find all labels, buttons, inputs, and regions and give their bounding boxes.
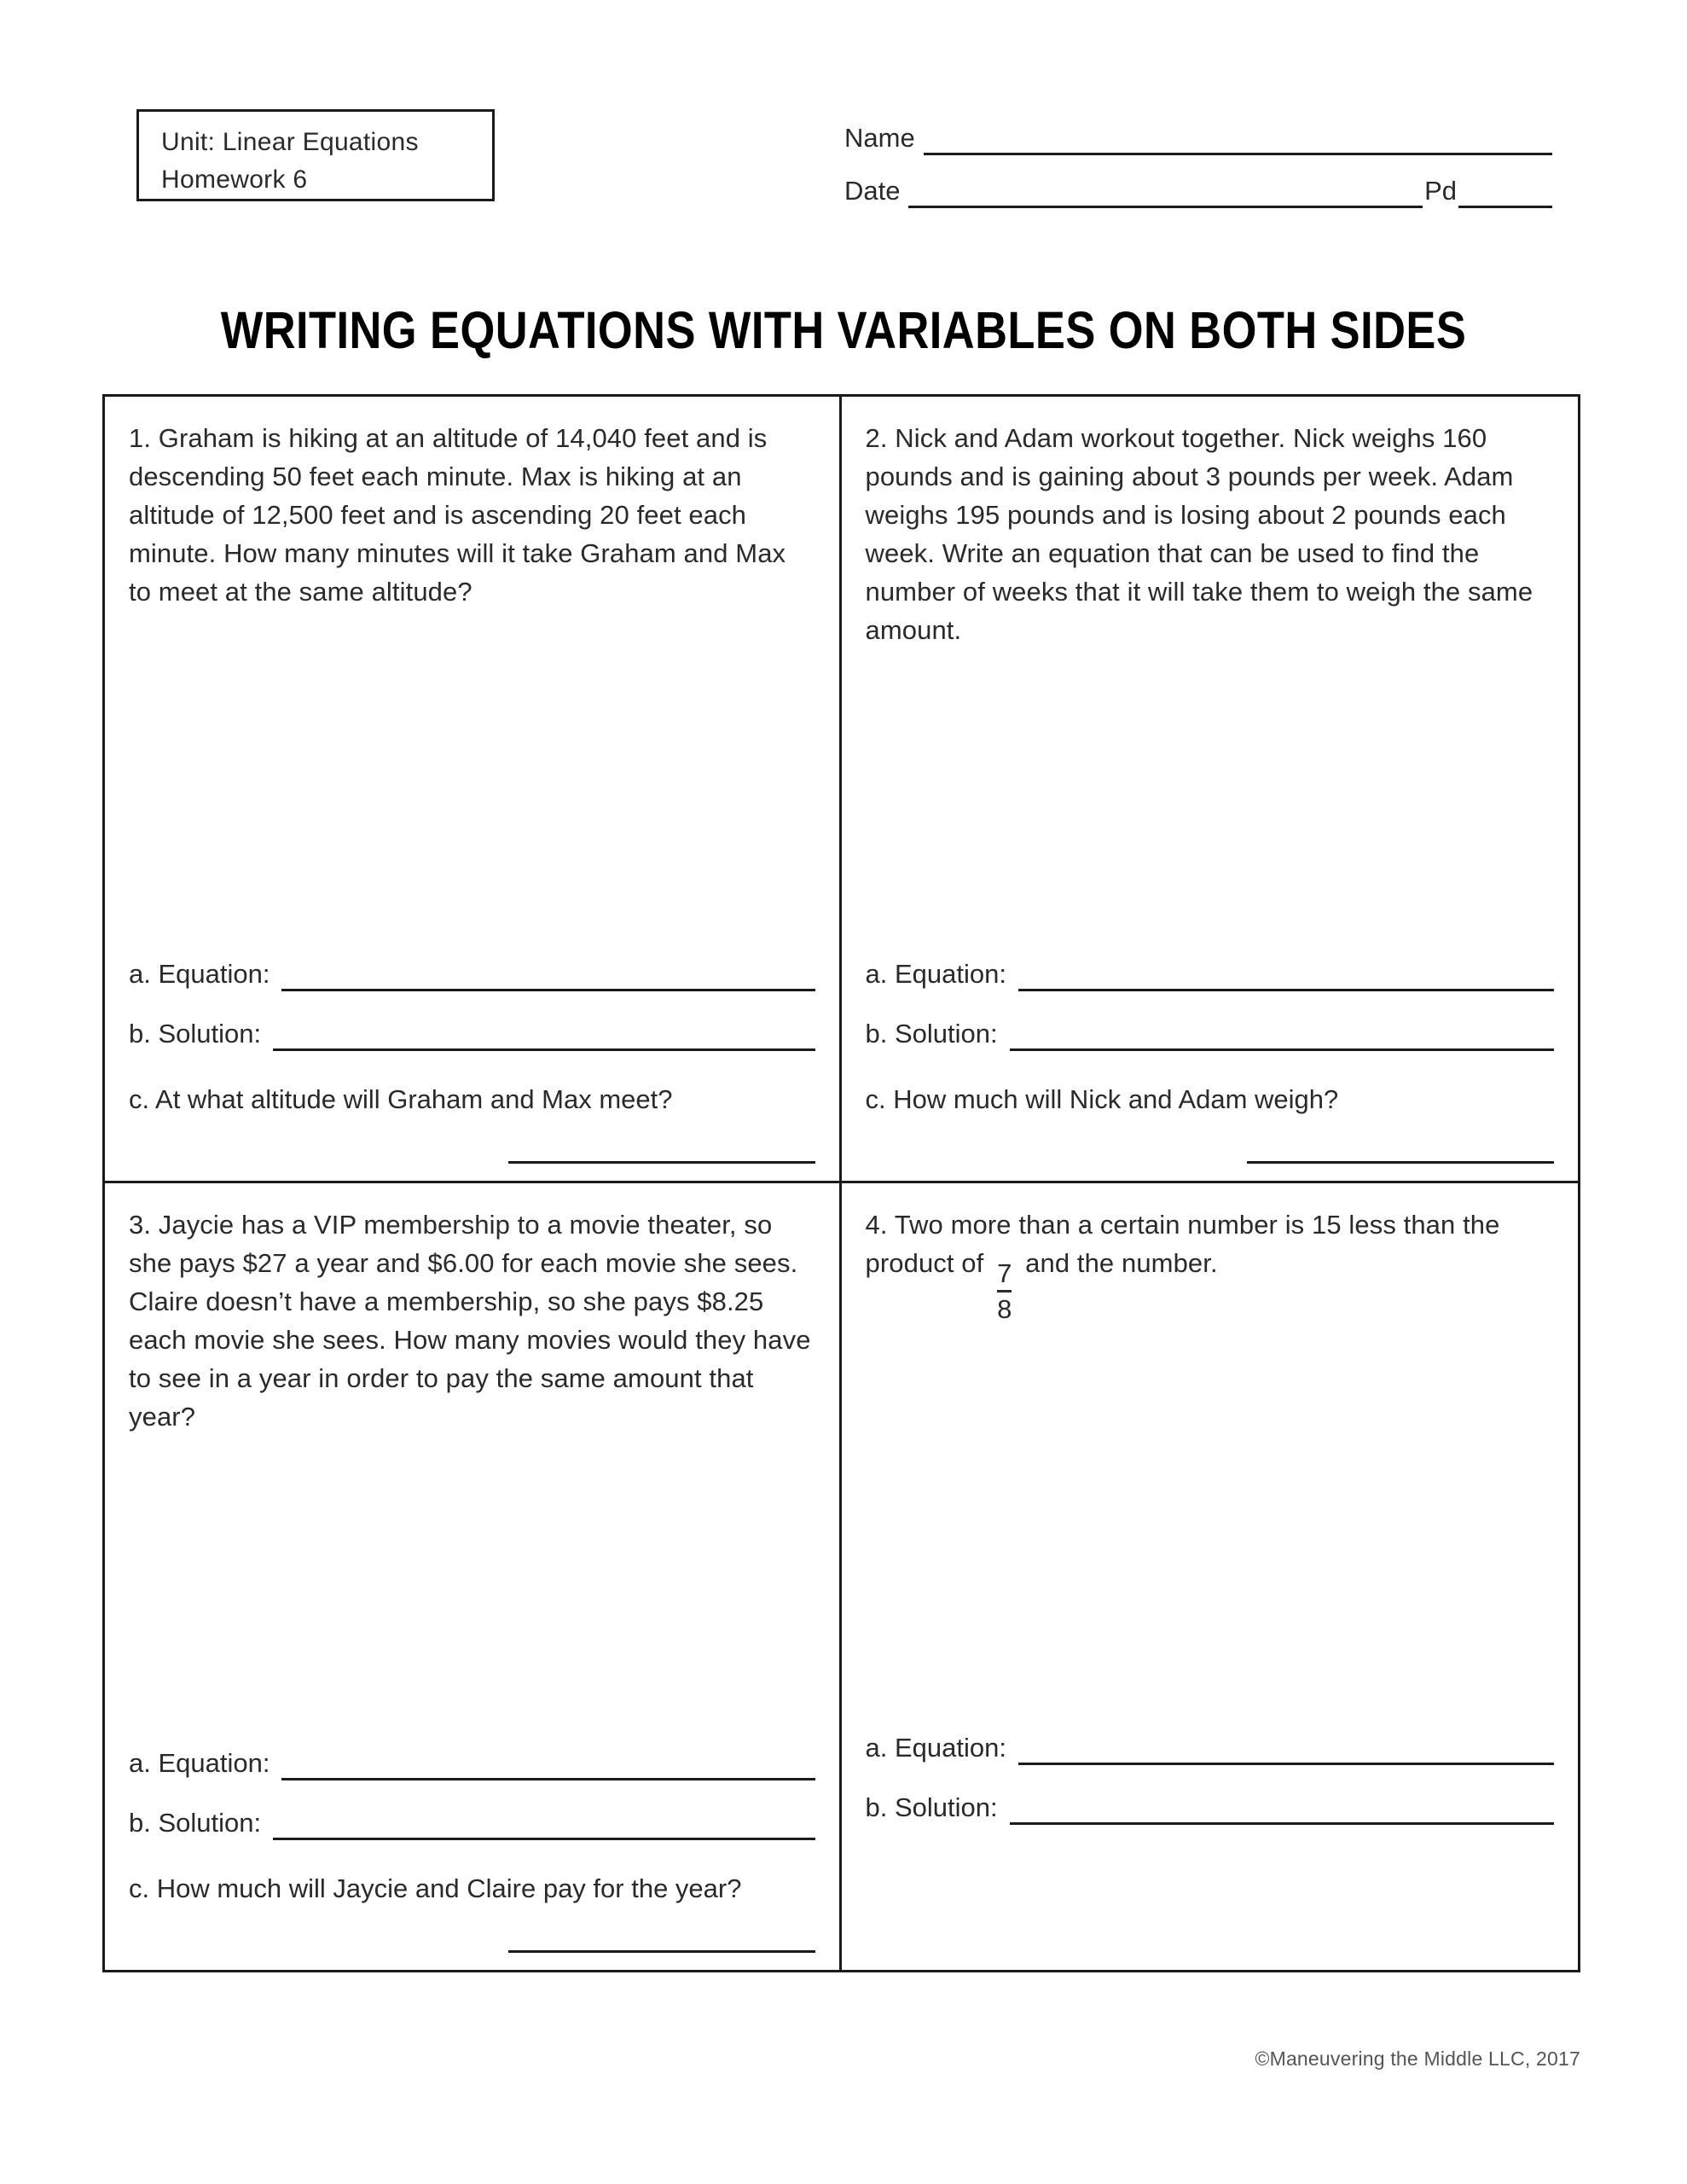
problem-4-workspace[interactable] [866,1326,1555,1705]
problem-1-solution-row [129,1017,815,1051]
fraction-numerator: 7 [997,1258,1012,1288]
problem-2-solution-row [866,1017,1555,1051]
problem-2-workspace[interactable] [866,649,1555,932]
problem-2-text: 2. Nick and Adam workout together. Nick weighs 160 pounds and is gaining about 3 pounds per week. Adam weighs 195 pounds and is losing about 2 pounds each week. Write an equation that can be used to find the number of weeks that it will take them to weigh the same amount. [865,423,1533,645]
problem-3-solution-label: b. Solution: [129,1808,262,1838]
problem-2-solution-line[interactable] [1010,1023,1554,1051]
problem-1-equation-line[interactable] [281,963,815,991]
name-input-line[interactable] [924,124,1552,155]
homework-number: Homework 6 [161,166,308,194]
problem-cell-4 [842,1183,1579,1970]
problem-3-equation-label: a. Equation: [129,1748,270,1778]
problem-3-text: 3. Jaycie has a VIP membership to a movie theater, so she pays $27 a year and $6.00 for each movie she sees. Claire doesn’t have a membership, so she pays $8.25 each movie she sees. How many movies would they have to see in a year in order to pay the same amount that year? [129,1210,811,1432]
unit-name: Unit: Linear Equations [161,128,419,156]
student-info-block [844,102,1552,208]
problem-1-part-c-line[interactable] [508,1137,815,1164]
problem-3-workspace[interactable] [129,1436,815,1721]
problem-2-equation-row [866,957,1555,991]
problem-2-equation-line[interactable] [1018,963,1554,991]
problem-1-equation-row [129,957,815,991]
problem-3-solution-line[interactable] [273,1812,815,1840]
problem-3-part-c-line[interactable] [508,1926,815,1953]
problem-1-text: 1. Graham is hiking at an altitude of 14,040 feet and is descending 50 feet each minute. Max is hiking at an altitude of 12,500 feet and is ascending 20 feet each minute. How many minutes will it take Graham and Max to meet at the same altitude? [129,423,786,607]
problem-3-equation-row [129,1746,815,1780]
name-label: Name [844,123,915,153]
problem-4-answers [866,1705,1555,1825]
problem-2-part-c-text: c. How much will Nick and Adam weigh? [865,1084,1339,1114]
problem-cell-2 [842,397,1579,1183]
problem-4-text [866,1205,1555,1326]
worksheet-header [0,102,1687,247]
problem-4-solution-row [866,1791,1555,1825]
problem-4-equation-line[interactable] [1018,1737,1554,1765]
problem-3-part-c-text: c. How much will Jaycie and Claire pay for the year? [129,1873,742,1903]
date-field-row [844,155,1552,208]
problem-2-equation-label: a. Equation: [865,959,1006,989]
problem-3-equation-line[interactable] [281,1752,815,1780]
fraction-seven-eighths [997,1259,1012,1324]
problem-1-workspace[interactable] [129,611,815,932]
date-label: Date [844,176,901,206]
pd-label: Pd [1424,176,1457,206]
name-field-row [844,102,1552,155]
problem-cell-3 [105,1183,842,1970]
problem-2-part-c-line[interactable] [1247,1137,1554,1164]
problem-4-bottom-space [866,1825,1555,1953]
page-title: WRITING EQUATIONS WITH VARIABLES ON BOTH SIDES [220,301,1467,359]
problem-4-equation-label: a. Equation: [865,1733,1006,1763]
problem-4-solution-label: b. Solution: [865,1792,998,1822]
problem-cell-1 [105,397,842,1183]
unit-info-box [136,109,495,201]
date-input-line[interactable] [908,177,1423,208]
problem-2-solution-label: b. Solution: [865,1019,998,1048]
problem-4-text-before: 4. Two more than a certain number is 15 less than the product of [865,1210,1500,1278]
problem-grid [102,394,1580,1972]
problem-1-answers [129,932,815,1164]
problem-4-text-after: and the number. [1017,1248,1218,1278]
problem-4-equation-row [866,1731,1555,1765]
problem-1-solution-line[interactable] [273,1023,815,1051]
problem-3-answers [129,1721,815,1953]
copyright-footer: ©Maneuvering the Middle LLC, 2017 [1255,2048,1580,2070]
pd-input-line[interactable] [1458,177,1552,208]
problem-1-solution-label: b. Solution: [129,1019,262,1048]
problem-1-equation-label: a. Equation: [129,959,270,989]
problem-1-part-c-text: c. At what altitude will Graham and Max meet? [129,1084,673,1114]
problem-3-solution-row [129,1806,815,1840]
problem-2-answers [866,932,1555,1164]
fraction-denominator: 8 [997,1290,1012,1324]
problem-4-solution-line[interactable] [1010,1797,1554,1825]
